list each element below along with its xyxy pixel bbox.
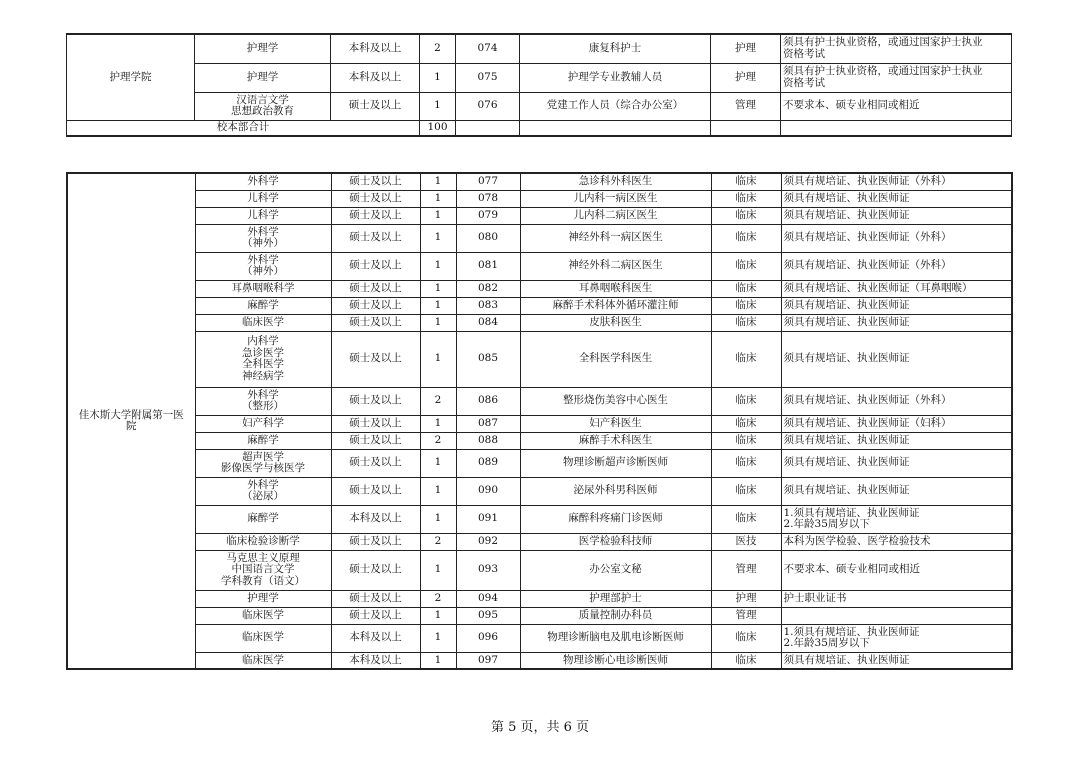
degree-cell: 硕士及以上 bbox=[331, 280, 420, 297]
position-cell: 急诊科外科医生 bbox=[520, 173, 711, 190]
degree-cell: 本科及以上 bbox=[331, 34, 420, 63]
requirements-cell-line: 资格考试 bbox=[783, 76, 825, 89]
position-cell: 医学检验科技师 bbox=[520, 533, 711, 550]
empty-cell bbox=[781, 120, 1012, 136]
major-cell bbox=[195, 63, 331, 92]
position-cell: 物理诊断心电诊断医师 bbox=[520, 652, 711, 669]
count-cell: 1 bbox=[420, 63, 456, 92]
category-cell: 临床 bbox=[711, 449, 781, 477]
major-cell bbox=[195, 297, 331, 314]
major-cell-line: 临床医学 bbox=[242, 631, 284, 644]
requirements-cell-line: 须具有规培证、执业医师证 bbox=[783, 315, 910, 328]
major-cell-line: 超声医学 bbox=[242, 450, 284, 463]
requirements-cell bbox=[781, 415, 1012, 432]
category-cell: 临床 bbox=[711, 207, 781, 224]
table-row bbox=[67, 224, 1012, 252]
table-row bbox=[67, 190, 1012, 207]
total-count-cell: 100 bbox=[420, 120, 456, 136]
table-row bbox=[67, 505, 1012, 533]
requirements-cell bbox=[781, 190, 1012, 207]
table-row bbox=[67, 252, 1012, 280]
count-cell: 1 bbox=[420, 550, 456, 590]
position-cell: 办公室文秘 bbox=[520, 550, 711, 590]
requirements-cell bbox=[781, 477, 1012, 505]
requirements-cell bbox=[781, 624, 1012, 652]
code-cell: 086 bbox=[456, 387, 520, 415]
requirements-cell-line: 须具有规培证、执业医师证（外科） bbox=[783, 175, 952, 187]
code-cell: 075 bbox=[456, 63, 520, 92]
major-cell-line: 马克思主义原理 bbox=[226, 551, 300, 564]
requirements-cell bbox=[781, 449, 1012, 477]
code-cell: 082 bbox=[456, 280, 520, 297]
major-cell bbox=[195, 505, 331, 533]
category-cell: 临床 bbox=[711, 432, 781, 449]
major-cell bbox=[195, 590, 331, 607]
count-cell: 1 bbox=[420, 297, 456, 314]
table-row bbox=[67, 415, 1012, 432]
major-cell bbox=[195, 607, 331, 624]
category-cell: 临床 bbox=[711, 505, 781, 533]
category-cell: 临床 bbox=[711, 387, 781, 415]
code-cell: 079 bbox=[456, 207, 520, 224]
code-cell: 096 bbox=[456, 624, 520, 652]
major-cell bbox=[195, 314, 331, 331]
position-cell: 护理学专业教辅人员 bbox=[520, 63, 711, 92]
table-row bbox=[67, 590, 1012, 607]
requirements-cell bbox=[781, 505, 1012, 533]
major-cell-line: 外科学 bbox=[247, 225, 279, 238]
requirements-cell bbox=[781, 607, 1012, 624]
major-cell-line: 麻醉学 bbox=[247, 512, 279, 525]
unit-cell-line: 佳木斯大学附属第一医 bbox=[78, 408, 184, 421]
major-cell-line: 麻醉学 bbox=[247, 433, 279, 446]
requirements-cell bbox=[781, 331, 1012, 387]
requirements-cell bbox=[781, 63, 1012, 92]
position-cell: 党建工作人员（综合办公室） bbox=[520, 92, 711, 120]
requirements-cell bbox=[781, 314, 1012, 331]
category-cell: 临床 bbox=[711, 252, 781, 280]
code-cell: 093 bbox=[456, 550, 520, 590]
requirements-cell-line: 须具有规培证、执业医师证 bbox=[783, 191, 910, 204]
major-cell bbox=[195, 477, 331, 505]
unit-cell bbox=[67, 173, 195, 669]
requirements-cell bbox=[781, 533, 1012, 550]
requirements-cell bbox=[781, 252, 1012, 280]
count-cell: 1 bbox=[420, 477, 456, 505]
requirements-cell bbox=[781, 652, 1012, 669]
major-cell bbox=[195, 34, 331, 63]
category-cell: 医技 bbox=[711, 533, 781, 550]
count-cell: 2 bbox=[420, 432, 456, 449]
table-row bbox=[67, 92, 1012, 120]
category-cell: 临床 bbox=[711, 331, 781, 387]
position-cell: 麻醉手术科体外循环灌注师 bbox=[520, 297, 711, 314]
major-cell-line: 临床检验诊断学 bbox=[226, 534, 300, 547]
table-row bbox=[67, 652, 1012, 669]
major-cell-line: 儿科学 bbox=[247, 191, 279, 204]
table-row bbox=[67, 387, 1012, 415]
total-label-cell: 校本部合计 bbox=[67, 120, 420, 136]
major-cell-line: （泌尿） bbox=[242, 490, 284, 502]
major-cell-line: 外科学 bbox=[247, 175, 279, 187]
code-cell: 087 bbox=[456, 415, 520, 432]
requirements-cell-line: 须具有规培证、执业医师证 bbox=[783, 456, 910, 469]
category-cell: 临床 bbox=[711, 297, 781, 314]
degree-cell: 硕士及以上 bbox=[331, 477, 420, 505]
major-cell-line: 学科教育（语文） bbox=[221, 574, 305, 587]
count-cell: 1 bbox=[420, 92, 456, 120]
requirements-cell-line: 须具有规培证、执业医师证 bbox=[783, 484, 910, 497]
requirements-cell-line: 须具有规培证、执业医师证（外科） bbox=[783, 259, 952, 272]
degree-cell: 本科及以上 bbox=[331, 63, 420, 92]
major-cell-line: 儿科学 bbox=[247, 208, 279, 221]
major-cell bbox=[195, 207, 331, 224]
position-cell: 妇产科医生 bbox=[520, 415, 711, 432]
degree-cell: 本科及以上 bbox=[331, 505, 420, 533]
category-cell: 临床 bbox=[711, 652, 781, 669]
empty-cell bbox=[711, 120, 781, 136]
category-cell: 护理 bbox=[711, 34, 781, 63]
requirements-cell bbox=[781, 280, 1012, 297]
requirements-cell-line: 不要求本、硕专业相同或相近 bbox=[783, 99, 920, 112]
major-cell-line: 护理学 bbox=[246, 42, 279, 54]
category-cell: 临床 bbox=[711, 477, 781, 505]
count-cell: 1 bbox=[420, 505, 456, 533]
table-row bbox=[67, 449, 1012, 477]
count-cell: 2 bbox=[420, 533, 456, 550]
requirements-cell-line: 不要求本、硕专业相同或相近 bbox=[783, 563, 920, 576]
count-cell: 1 bbox=[420, 207, 456, 224]
position-cell: 质量控制办科员 bbox=[520, 607, 711, 624]
major-cell-line: 临床医学 bbox=[242, 315, 284, 328]
degree-cell: 硕士及以上 bbox=[331, 92, 420, 120]
degree-cell: 本科及以上 bbox=[331, 652, 420, 669]
requirements-cell bbox=[781, 207, 1012, 224]
table-row bbox=[67, 63, 1012, 92]
position-cell: 康复科护士 bbox=[520, 34, 711, 63]
category-cell: 临床 bbox=[711, 415, 781, 432]
table-row bbox=[67, 314, 1012, 331]
category-cell: 护理 bbox=[711, 590, 781, 607]
position-cell: 皮肤科医生 bbox=[520, 314, 711, 331]
major-cell bbox=[195, 280, 331, 297]
position-cell: 麻醉科疼痛门诊医师 bbox=[520, 505, 711, 533]
position-cell: 耳鼻咽喉科医生 bbox=[520, 280, 711, 297]
requirements-cell-line: 须具有规培证、执业医师证（耳鼻咽喉） bbox=[783, 281, 973, 294]
count-cell: 1 bbox=[420, 624, 456, 652]
requirements-cell-line: 须具有规培证、执业医师证 bbox=[783, 298, 910, 311]
code-cell: 077 bbox=[456, 173, 520, 190]
degree-cell: 硕士及以上 bbox=[331, 590, 420, 607]
major-cell bbox=[195, 387, 331, 415]
major-cell-line: 神经病学 bbox=[242, 369, 284, 382]
code-cell: 076 bbox=[456, 92, 520, 120]
count-cell: 2 bbox=[420, 387, 456, 415]
code-cell: 083 bbox=[456, 297, 520, 314]
category-cell: 临床 bbox=[711, 190, 781, 207]
degree-cell: 硕士及以上 bbox=[331, 252, 420, 280]
major-cell-line: 内科学 bbox=[247, 335, 279, 347]
major-cell-line: 麻醉学 bbox=[247, 298, 279, 311]
requirements-cell-line: 须具有护士执业资格，或通过国家护士执业 bbox=[783, 36, 983, 49]
count-cell: 2 bbox=[420, 34, 456, 63]
requirements-cell-line: 须具有规培证、执业医师证（外科） bbox=[783, 394, 952, 407]
degree-cell: 硕士及以上 bbox=[331, 331, 420, 387]
empty-cell bbox=[456, 120, 520, 136]
count-cell: 1 bbox=[420, 314, 456, 331]
table-row bbox=[67, 477, 1012, 505]
major-cell-line: 汉语言文学 bbox=[236, 93, 289, 106]
requirements-cell-line: 本科为医学检验、医学检验技术 bbox=[783, 534, 931, 547]
major-cell bbox=[195, 224, 331, 252]
code-cell: 094 bbox=[456, 590, 520, 607]
degree-cell: 硕士及以上 bbox=[331, 449, 420, 477]
position-cell: 护理部护士 bbox=[520, 590, 711, 607]
major-cell bbox=[195, 92, 331, 120]
unit-cell-line: 护理学院 bbox=[109, 70, 152, 83]
table-row bbox=[67, 207, 1012, 224]
category-cell: 护理 bbox=[711, 63, 781, 92]
code-cell: 097 bbox=[456, 652, 520, 669]
count-cell: 1 bbox=[420, 449, 456, 477]
count-cell: 1 bbox=[420, 190, 456, 207]
category-cell: 临床 bbox=[711, 314, 781, 331]
code-cell: 090 bbox=[456, 477, 520, 505]
count-cell: 1 bbox=[420, 252, 456, 280]
requirements-cell bbox=[781, 590, 1012, 607]
code-cell: 088 bbox=[456, 432, 520, 449]
degree-cell: 本科及以上 bbox=[331, 624, 420, 652]
count-cell: 1 bbox=[420, 280, 456, 297]
degree-cell: 硕士及以上 bbox=[331, 314, 420, 331]
code-cell: 084 bbox=[456, 314, 520, 331]
degree-cell: 硕士及以上 bbox=[331, 432, 420, 449]
unit-cell-line: 院 bbox=[126, 420, 137, 432]
major-cell-line: 全科医学 bbox=[242, 358, 284, 370]
major-cell bbox=[195, 533, 331, 550]
position-cell: 泌尿外科男科医师 bbox=[520, 477, 711, 505]
code-cell: 074 bbox=[456, 34, 520, 63]
requirements-cell-line: 须具有规培证、执业医师证（妇科） bbox=[783, 416, 952, 429]
category-cell: 管理 bbox=[711, 92, 781, 120]
table-row bbox=[67, 280, 1012, 297]
major-cell-line: 临床医学 bbox=[242, 653, 284, 666]
code-cell: 089 bbox=[456, 449, 520, 477]
code-cell: 078 bbox=[456, 190, 520, 207]
requirements-cell-line: 护士职业证书 bbox=[783, 591, 847, 604]
page-footer: 第 5 页，共 6 页 bbox=[490, 720, 590, 735]
degree-cell: 硕士及以上 bbox=[331, 207, 420, 224]
unit-cell bbox=[67, 34, 195, 120]
table-row bbox=[67, 533, 1012, 550]
position-cell: 物理诊断超声诊断医师 bbox=[520, 449, 711, 477]
table-row bbox=[67, 432, 1012, 449]
degree-cell: 硕士及以上 bbox=[331, 387, 420, 415]
count-cell: 2 bbox=[420, 590, 456, 607]
major-cell-line: 妇产科学 bbox=[242, 416, 284, 429]
code-cell: 085 bbox=[456, 331, 520, 387]
requirements-cell-line: 须具有规培证、执业医师证 bbox=[783, 352, 910, 365]
major-cell bbox=[195, 173, 331, 190]
code-cell: 080 bbox=[456, 224, 520, 252]
degree-cell: 硕士及以上 bbox=[331, 173, 420, 190]
empty-cell bbox=[520, 120, 711, 136]
major-cell-line: 外科学 bbox=[247, 388, 279, 401]
position-cell: 整形烧伤美容中心医生 bbox=[520, 387, 711, 415]
major-cell-line: 护理学 bbox=[247, 591, 279, 604]
degree-cell: 硕士及以上 bbox=[331, 297, 420, 314]
total-row bbox=[67, 120, 1012, 136]
requirements-cell bbox=[781, 387, 1012, 415]
code-cell: 092 bbox=[456, 533, 520, 550]
major-cell-line: 思想政治教育 bbox=[231, 105, 294, 117]
major-cell bbox=[195, 550, 331, 590]
requirements-cell bbox=[781, 224, 1012, 252]
requirements-cell bbox=[781, 550, 1012, 590]
major-cell bbox=[195, 190, 331, 207]
requirements-cell bbox=[781, 92, 1012, 120]
code-cell: 091 bbox=[456, 505, 520, 533]
degree-cell: 硕士及以上 bbox=[331, 607, 420, 624]
position-cell: 全科医学科医生 bbox=[520, 331, 711, 387]
category-cell: 临床 bbox=[711, 224, 781, 252]
requirements-cell bbox=[781, 34, 1012, 63]
table-row bbox=[67, 550, 1012, 590]
major-cell-line: 耳鼻咽喉科学 bbox=[231, 281, 295, 294]
requirements-cell-line: 须具有规培证、执业医师证 bbox=[783, 433, 910, 446]
major-cell-line: 外科学 bbox=[247, 478, 279, 491]
major-cell-line: 临床医学 bbox=[242, 608, 284, 621]
degree-cell: 硕士及以上 bbox=[331, 224, 420, 252]
requirements-cell bbox=[781, 432, 1012, 449]
requirements-cell-line: 须具有规培证、执业医师证 bbox=[783, 208, 910, 221]
major-cell bbox=[195, 624, 331, 652]
category-cell: 临床 bbox=[711, 173, 781, 190]
requirements-cell-line: 2.年龄35周岁以下 bbox=[783, 518, 870, 530]
count-cell: 1 bbox=[420, 173, 456, 190]
major-cell bbox=[195, 449, 331, 477]
code-cell: 081 bbox=[456, 252, 520, 280]
requirements-cell-line: 须具有护士执业资格，或通过国家护士执业 bbox=[783, 65, 983, 77]
position-cell: 神经外科二病区医生 bbox=[520, 252, 711, 280]
count-cell: 1 bbox=[420, 607, 456, 624]
count-cell: 1 bbox=[420, 415, 456, 432]
table-row bbox=[67, 624, 1012, 652]
category-cell: 管理 bbox=[711, 550, 781, 590]
major-cell bbox=[195, 652, 331, 669]
degree-cell: 硕士及以上 bbox=[331, 190, 420, 207]
top-recruitment-table bbox=[66, 33, 1012, 137]
major-cell-line: 外科学 bbox=[247, 253, 279, 266]
count-cell: 1 bbox=[420, 652, 456, 669]
table-row bbox=[67, 34, 1012, 63]
count-cell: 1 bbox=[420, 224, 456, 252]
major-cell-line: 急诊医学 bbox=[242, 346, 284, 359]
major-cell-line: 护理学 bbox=[246, 70, 279, 83]
major-cell-line: （整形） bbox=[242, 400, 284, 412]
category-cell: 管理 bbox=[711, 607, 781, 624]
requirements-cell bbox=[781, 173, 1012, 190]
count-cell: 1 bbox=[420, 331, 456, 387]
position-cell: 麻醉手术科医生 bbox=[520, 432, 711, 449]
major-cell bbox=[195, 432, 331, 449]
degree-cell: 硕士及以上 bbox=[331, 533, 420, 550]
major-cell bbox=[195, 252, 331, 280]
major-cell-line: （神外） bbox=[242, 265, 284, 277]
requirements-cell-line: 2.年龄35周岁以下 bbox=[783, 637, 870, 649]
table-row bbox=[67, 607, 1012, 624]
bottom-recruitment-table bbox=[66, 172, 1013, 670]
position-cell: 儿内科二病区医生 bbox=[520, 207, 711, 224]
degree-cell: 硕士及以上 bbox=[331, 415, 420, 432]
major-cell-line: 影像医学与核医学 bbox=[221, 462, 305, 474]
major-cell-line: 中国语言文学 bbox=[231, 563, 295, 576]
requirements-cell-line: 1.须具有规培证、执业医师证 bbox=[783, 506, 920, 519]
requirements-cell-line: 资格考试 bbox=[783, 47, 825, 60]
category-cell: 临床 bbox=[711, 624, 781, 652]
requirements-cell-line: 须具有规培证、执业医师证（外科） bbox=[783, 231, 952, 244]
table-row bbox=[67, 297, 1012, 314]
degree-cell: 硕士及以上 bbox=[331, 550, 420, 590]
major-cell bbox=[195, 331, 331, 387]
major-cell bbox=[195, 415, 331, 432]
code-cell: 095 bbox=[456, 607, 520, 624]
position-cell: 物理诊断脑电及肌电诊断医师 bbox=[520, 624, 711, 652]
requirements-cell-line: 须具有规培证、执业医师证 bbox=[783, 653, 910, 666]
major-cell-line: （神外） bbox=[242, 237, 284, 249]
position-cell: 儿内科一病区医生 bbox=[520, 190, 711, 207]
requirements-cell-line: 1.须具有规培证、执业医师证 bbox=[783, 625, 920, 638]
requirements-cell bbox=[781, 297, 1012, 314]
category-cell: 临床 bbox=[711, 280, 781, 297]
table-row bbox=[67, 331, 1012, 387]
table-row bbox=[67, 173, 1012, 190]
position-cell: 神经外科一病区医生 bbox=[520, 224, 711, 252]
